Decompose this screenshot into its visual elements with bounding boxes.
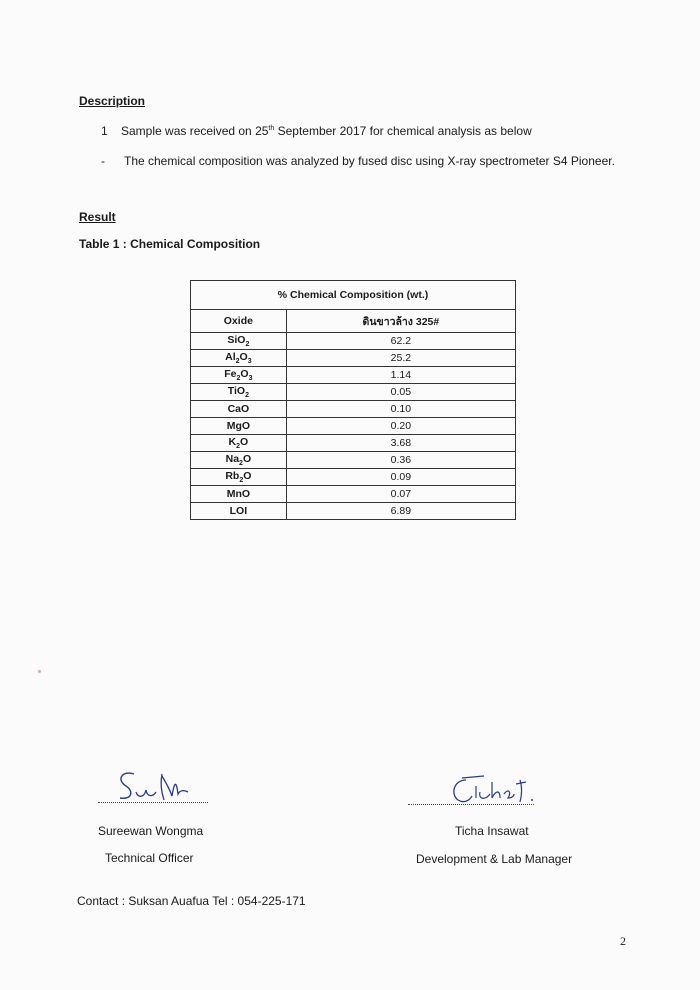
signatory-right-title: Development & Lab Manager: [416, 852, 573, 866]
table-row: [191, 435, 516, 452]
value-cell: 62.2: [286, 333, 515, 350]
description-item-1-text-before: Sample was received on 25: [121, 124, 269, 138]
table-row: [191, 350, 516, 367]
value-cell: 25.2: [286, 350, 515, 367]
value-cell: 6.89: [286, 503, 515, 520]
table-row: [191, 486, 516, 503]
value-cell: 0.05: [286, 384, 515, 401]
description-bullet: -: [101, 154, 105, 168]
signature-left: [112, 766, 192, 806]
table-title-row: [191, 281, 516, 310]
table-caption: Table 1 : Chemical Composition: [79, 237, 261, 251]
signature-right: [448, 772, 538, 808]
table-row: [191, 384, 516, 401]
signatory-left-name: Sureewan Wongma: [98, 824, 204, 838]
description-item-2: The chemical composition was analyzed by fused disc using X-ray spectrometer S4 Pioneer.: [124, 154, 615, 168]
value-cell: 0.20: [286, 418, 515, 435]
oxide-cell: $Al_2O_3$: [191, 350, 287, 367]
column-header-sample: ดินขาวล้าง 325#: [286, 310, 515, 333]
oxide-cell: CaO: [191, 401, 287, 418]
value-cell: 0.36: [286, 452, 515, 469]
description-item-1-text-after: September 2017 for chemical analysis as below: [274, 124, 532, 138]
result-heading: Result: [79, 210, 116, 224]
table-row: [191, 333, 516, 350]
oxide-cell: MgO: [191, 418, 287, 435]
column-header-oxide: Oxide: [191, 310, 287, 333]
oxide-cell: $Rb_2O$: [191, 469, 287, 486]
table-row: [191, 503, 516, 520]
page-number: 2: [620, 934, 626, 948]
table-row: [191, 418, 516, 435]
oxide-cell: SiO$_2$: [191, 333, 287, 350]
signature-line-right: [408, 804, 534, 805]
contact-info: Contact : Suksan Auafua Tel : 054-225-171: [77, 894, 306, 908]
value-cell: 0.07: [286, 486, 515, 503]
table-title: % Chemical Composition (wt.): [191, 281, 516, 310]
oxide-cell: $Na_2O$: [191, 452, 287, 469]
oxide-cell: MnO: [191, 486, 287, 503]
table-body: [191, 333, 516, 520]
table-row: [191, 452, 516, 469]
description-item-1-superscript: th: [268, 125, 275, 132]
scan-speck: [38, 670, 41, 673]
table-row: [191, 469, 516, 486]
chemical-composition-table: [190, 280, 516, 520]
value-cell: 0.09: [286, 469, 515, 486]
description-item-1: [121, 124, 532, 138]
table-row: [191, 367, 516, 384]
oxide-cell: TiO$_2$: [191, 384, 287, 401]
oxide-cell: $K_2O$: [191, 435, 287, 452]
value-cell: 1.14: [286, 367, 515, 384]
value-cell: 0.10: [286, 401, 515, 418]
signatory-left-title: Technical Officer: [105, 851, 194, 865]
oxide-cell: $Fe_2O_3$: [191, 367, 287, 384]
table-header-row: [191, 310, 516, 333]
description-heading: Description: [79, 94, 146, 108]
value-cell: 3.68: [286, 435, 515, 452]
table-row: [191, 401, 516, 418]
signature-line-left: [98, 802, 208, 803]
description-item-number: 1: [101, 124, 108, 138]
signatory-right-name: Ticha Insawat: [455, 824, 529, 838]
oxide-cell: LOI: [191, 503, 287, 520]
